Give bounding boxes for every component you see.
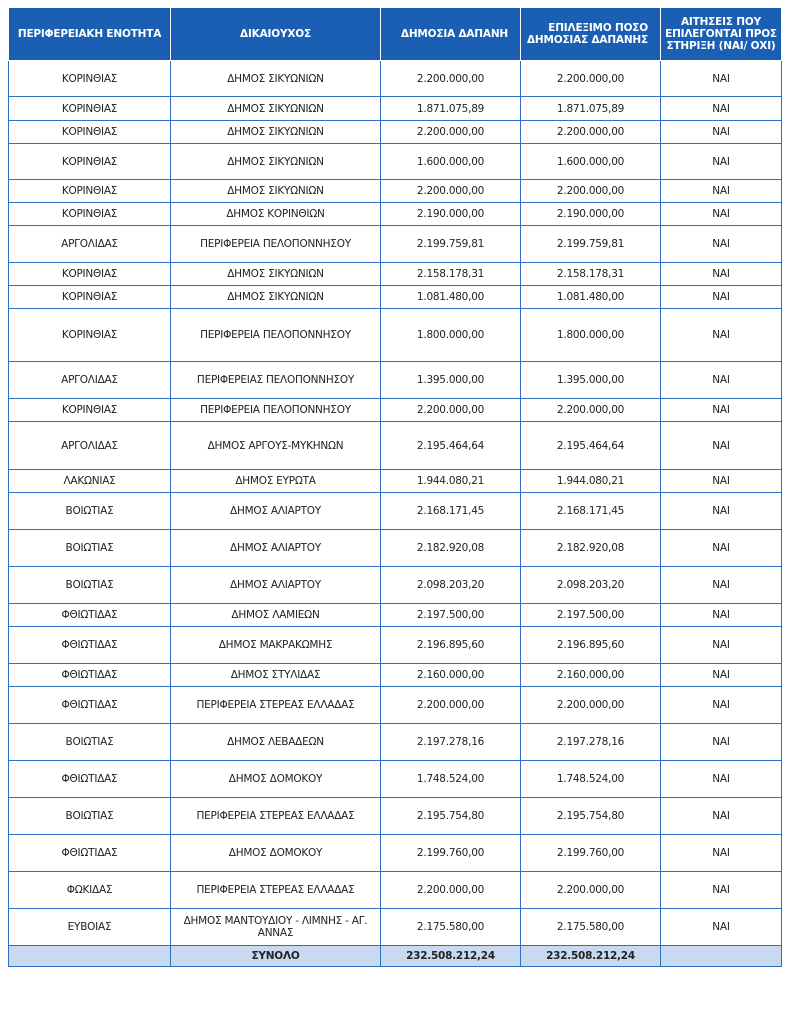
public-expense-cell: 1.871.075,89 <box>381 97 521 121</box>
region-cell: ΒΟΙΩΤΙΑΣ <box>9 493 171 530</box>
beneficiary-cell: ΔΗΜΟΣ ΣΙΚΥΩΝΙΩΝ <box>171 286 381 309</box>
region-cell: ΚΟΡΙΝΘΙΑΣ <box>9 61 171 97</box>
eligible-amount-cell: 2.098.203,20 <box>521 567 661 604</box>
selected-cell: ΝΑΙ <box>661 567 782 604</box>
eligible-amount-cell: 2.158.178,31 <box>521 263 661 286</box>
region-cell: ΑΡΓΟΛΙΔΑΣ <box>9 362 171 399</box>
region-cell: ΦΩΚΙΔΑΣ <box>9 872 171 909</box>
region-cell: ΦΘΙΩΤΙΔΑΣ <box>9 835 171 872</box>
public-expense-cell: 2.175.580,00 <box>381 909 521 946</box>
region-cell: ΒΟΙΩΤΙΑΣ <box>9 530 171 567</box>
eligible-amount-cell: 2.195.754,80 <box>521 798 661 835</box>
eligible-amount-cell: 1.081.480,00 <box>521 286 661 309</box>
public-expense-cell: 2.197.500,00 <box>381 604 521 627</box>
eligible-amount-cell: 2.160.000,00 <box>521 664 661 687</box>
region-cell: ΚΟΡΙΝΘΙΑΣ <box>9 399 171 422</box>
region-cell: ΚΟΡΙΝΘΙΑΣ <box>9 263 171 286</box>
total-eligible: 232.508.212,24 <box>521 946 661 967</box>
selected-cell: ΝΑΙ <box>661 399 782 422</box>
table-row <box>9 627 782 664</box>
document-page <box>8 8 781 967</box>
table-row <box>9 422 782 470</box>
public-expense-cell: 1.081.480,00 <box>381 286 521 309</box>
selected-cell: ΝΑΙ <box>661 530 782 567</box>
public-expense-cell: 2.190.000,00 <box>381 203 521 226</box>
selected-cell: ΝΑΙ <box>661 226 782 263</box>
eligible-amount-cell: 2.200.000,00 <box>521 61 661 97</box>
header-public-expense: ΔΗΜΟΣΙΑ ΔΑΠΑΝΗ <box>381 8 521 61</box>
selected-cell: ΝΑΙ <box>661 203 782 226</box>
beneficiary-cell: ΔΗΜΟΣ ΔΟΜΟΚΟΥ <box>171 835 381 872</box>
region-cell: ΚΟΡΙΝΘΙΑΣ <box>9 286 171 309</box>
eligible-amount-cell: 2.200.000,00 <box>521 687 661 724</box>
beneficiary-cell: ΔΗΜΟΣ ΑΛΙΑΡΤΟΥ <box>171 567 381 604</box>
beneficiary-cell: ΔΗΜΟΣ ΑΡΓΟΥΣ-ΜΥΚΗΝΩΝ <box>171 422 381 470</box>
eligible-amount-cell: 1.871.075,89 <box>521 97 661 121</box>
eligible-amount-cell: 1.395.000,00 <box>521 362 661 399</box>
eligible-amount-cell: 1.944.080,21 <box>521 470 661 493</box>
beneficiary-cell: ΔΗΜΟΣ ΣΙΚΥΩΝΙΩΝ <box>171 61 381 97</box>
selected-cell: ΝΑΙ <box>661 604 782 627</box>
header-region: ΠΕΡΙΦΕΡΕΙΑΚΗ ΕΝΟΤΗΤΑ <box>9 8 171 61</box>
public-expense-cell: 2.195.464,64 <box>381 422 521 470</box>
total-empty-cell <box>9 946 171 967</box>
beneficiary-cell: ΔΗΜΟΣ ΣΙΚΥΩΝΙΩΝ <box>171 180 381 203</box>
public-expense-cell: 2.200.000,00 <box>381 61 521 97</box>
table-row <box>9 144 782 180</box>
public-expense-cell: 1.600.000,00 <box>381 144 521 180</box>
region-cell: ΒΟΙΩΤΙΑΣ <box>9 724 171 761</box>
selected-cell: ΝΑΙ <box>661 97 782 121</box>
selected-cell: ΝΑΙ <box>661 180 782 203</box>
beneficiary-cell: ΠΕΡΙΦΕΡΕΙΑ ΠΕΛΟΠΟΝΝΗΣΟΥ <box>171 399 381 422</box>
region-cell: ΦΘΙΩΤΙΔΑΣ <box>9 664 171 687</box>
public-expense-cell: 2.196.895,60 <box>381 627 521 664</box>
region-cell: ΚΟΡΙΝΘΙΑΣ <box>9 97 171 121</box>
selected-cell: ΝΑΙ <box>661 909 782 946</box>
table-row <box>9 97 782 121</box>
public-expense-cell: 1.748.524,00 <box>381 761 521 798</box>
table-row <box>9 530 782 567</box>
beneficiary-cell: ΠΕΡΙΦΕΡΕΙΑ ΣΤΕΡΕΑΣ ΕΛΛΑΔΑΣ <box>171 687 381 724</box>
eligible-amount-cell: 2.168.171,45 <box>521 493 661 530</box>
selected-cell: ΝΑΙ <box>661 761 782 798</box>
selected-cell: ΝΑΙ <box>661 362 782 399</box>
beneficiary-cell: ΔΗΜΟΣ ΚΟΡΙΝΘΙΩΝ <box>171 203 381 226</box>
public-expense-cell: 2.199.760,00 <box>381 835 521 872</box>
public-expense-cell: 2.200.000,00 <box>381 180 521 203</box>
public-expense-cell: 1.800.000,00 <box>381 309 521 362</box>
region-cell: ΚΟΡΙΝΘΙΑΣ <box>9 144 171 180</box>
eligible-amount-cell: 2.200.000,00 <box>521 872 661 909</box>
table-row <box>9 604 782 627</box>
public-expense-cell: 2.195.754,80 <box>381 798 521 835</box>
region-cell: ΦΘΙΩΤΙΔΑΣ <box>9 627 171 664</box>
selected-cell: ΝΑΙ <box>661 493 782 530</box>
beneficiary-cell: ΔΗΜΟΣ ΛΑΜΙΕΩΝ <box>171 604 381 627</box>
public-expense-cell: 2.182.920,08 <box>381 530 521 567</box>
header-beneficiary: ΔΙΚΑΙΟΥΧΟΣ <box>171 8 381 61</box>
table-row <box>9 203 782 226</box>
region-cell: ΑΡΓΟΛΙΔΑΣ <box>9 422 171 470</box>
beneficiary-cell: ΔΗΜΟΣ ΑΛΙΑΡΤΟΥ <box>171 493 381 530</box>
table-row <box>9 263 782 286</box>
region-cell: ΑΡΓΟΛΙΔΑΣ <box>9 226 171 263</box>
eligible-amount-cell: 2.200.000,00 <box>521 180 661 203</box>
public-expense-cell: 2.200.000,00 <box>381 872 521 909</box>
table-row <box>9 180 782 203</box>
selected-cell: ΝΑΙ <box>661 664 782 687</box>
beneficiary-cell: ΔΗΜΟΣ ΣΙΚΥΩΝΙΩΝ <box>171 144 381 180</box>
beneficiary-cell: ΔΗΜΟΣ ΜΑΚΡΑΚΩΜΗΣ <box>171 627 381 664</box>
beneficiary-cell: ΠΕΡΙΦΕΡΕΙΑ ΣΤΕΡΕΑΣ ΕΛΛΑΔΑΣ <box>171 872 381 909</box>
selected-cell: ΝΑΙ <box>661 724 782 761</box>
region-cell: ΒΟΙΩΤΙΑΣ <box>9 567 171 604</box>
beneficiary-cell: ΔΗΜΟΣ ΛΕΒΑΔΕΩΝ <box>171 724 381 761</box>
selected-cell: ΝΑΙ <box>661 422 782 470</box>
table-row <box>9 309 782 362</box>
eligible-amount-cell: 2.200.000,00 <box>521 399 661 422</box>
table-row <box>9 121 782 144</box>
eligible-amount-cell: 2.199.759,81 <box>521 226 661 263</box>
public-expense-cell: 1.395.000,00 <box>381 362 521 399</box>
selected-cell: ΝΑΙ <box>661 61 782 97</box>
table-row <box>9 226 782 263</box>
beneficiary-cell: ΠΕΡΙΦΕΡΕΙΑ ΠΕΛΟΠΟΝΝΗΣΟΥ <box>171 309 381 362</box>
public-expense-cell: 2.200.000,00 <box>381 399 521 422</box>
table-row <box>9 286 782 309</box>
selected-cell: ΝΑΙ <box>661 121 782 144</box>
eligible-amount-cell: 2.190.000,00 <box>521 203 661 226</box>
total-public: 232.508.212,24 <box>381 946 521 967</box>
public-expense-cell: 2.197.278,16 <box>381 724 521 761</box>
table-header <box>9 8 782 61</box>
eligible-amount-cell: 1.800.000,00 <box>521 309 661 362</box>
public-expense-cell: 2.199.759,81 <box>381 226 521 263</box>
beneficiary-cell: ΔΗΜΟΣ ΣΙΚΥΩΝΙΩΝ <box>171 263 381 286</box>
table-row <box>9 399 782 422</box>
region-cell: ΦΘΙΩΤΙΔΑΣ <box>9 687 171 724</box>
beneficiary-cell: ΔΗΜΟΣ ΔΟΜΟΚΟΥ <box>171 761 381 798</box>
selected-cell: ΝΑΙ <box>661 798 782 835</box>
beneficiary-cell: ΔΗΜΟΣ ΣΙΚΥΩΝΙΩΝ <box>171 121 381 144</box>
selected-cell: ΝΑΙ <box>661 144 782 180</box>
public-expense-cell: 1.944.080,21 <box>381 470 521 493</box>
beneficiary-cell: ΔΗΜΟΣ ΜΑΝΤΟΥΔΙΟΥ - ΛΙΜΝΗΣ - ΑΓ. ΑΝΝΑΣ <box>171 909 381 946</box>
region-cell: ΕΥΒΟΙΑΣ <box>9 909 171 946</box>
beneficiary-cell: ΔΗΜΟΣ ΑΛΙΑΡΤΟΥ <box>171 530 381 567</box>
funding-table <box>8 8 782 967</box>
region-cell: ΚΟΡΙΝΘΙΑΣ <box>9 180 171 203</box>
beneficiary-cell: ΔΗΜΟΣ ΣΤΥΛΙΔΑΣ <box>171 664 381 687</box>
table-row <box>9 872 782 909</box>
beneficiary-cell: ΔΗΜΟΣ ΣΙΚΥΩΝΙΩΝ <box>171 97 381 121</box>
beneficiary-cell: ΔΗΜΟΣ ΕΥΡΩΤΑ <box>171 470 381 493</box>
eligible-amount-cell: 2.196.895,60 <box>521 627 661 664</box>
eligible-amount-cell: 1.600.000,00 <box>521 144 661 180</box>
public-expense-cell: 2.168.171,45 <box>381 493 521 530</box>
table-row <box>9 567 782 604</box>
region-cell: ΦΘΙΩΤΙΔΑΣ <box>9 761 171 798</box>
eligible-amount-cell: 2.197.500,00 <box>521 604 661 627</box>
public-expense-cell: 2.200.000,00 <box>381 687 521 724</box>
public-expense-cell: 2.098.203,20 <box>381 567 521 604</box>
eligible-amount-cell: 2.197.278,16 <box>521 724 661 761</box>
table-row <box>9 798 782 835</box>
eligible-amount-cell: 2.199.760,00 <box>521 835 661 872</box>
selected-cell: ΝΑΙ <box>661 309 782 362</box>
beneficiary-cell: ΠΕΡΙΦΕΡΕΙΑ ΠΕΛΟΠΟΝΝΗΣΟΥ <box>171 226 381 263</box>
beneficiary-cell: ΠΕΡΙΦΕΡΕΙΑΣ ΠΕΛΟΠΟΝΝΗΣΟΥ <box>171 362 381 399</box>
eligible-amount-cell: 2.175.580,00 <box>521 909 661 946</box>
total-selected <box>661 946 782 967</box>
total-label: ΣΥΝΟΛΟ <box>171 946 381 967</box>
table-row <box>9 664 782 687</box>
selected-cell: ΝΑΙ <box>661 263 782 286</box>
total-row <box>9 946 782 967</box>
region-cell: ΚΟΡΙΝΘΙΑΣ <box>9 309 171 362</box>
public-expense-cell: 2.160.000,00 <box>381 664 521 687</box>
table-row <box>9 61 782 97</box>
region-cell: ΦΘΙΩΤΙΔΑΣ <box>9 604 171 627</box>
selected-cell: ΝΑΙ <box>661 687 782 724</box>
eligible-amount-cell: 2.195.464,64 <box>521 422 661 470</box>
selected-cell: ΝΑΙ <box>661 872 782 909</box>
selected-cell: ΝΑΙ <box>661 627 782 664</box>
table-row <box>9 493 782 530</box>
table-row <box>9 687 782 724</box>
beneficiary-cell: ΠΕΡΙΦΕΡΕΙΑ ΣΤΕΡΕΑΣ ΕΛΛΑΔΑΣ <box>171 798 381 835</box>
table-body <box>9 61 782 967</box>
region-cell: ΛΑΚΩΝΙΑΣ <box>9 470 171 493</box>
table-row <box>9 362 782 399</box>
region-cell: ΚΟΡΙΝΘΙΑΣ <box>9 121 171 144</box>
selected-cell: ΝΑΙ <box>661 286 782 309</box>
header-eligible-amount: ΕΠΙΛΕΞΙΜΟ ΠΟΣΟ ΔΗΜΟΣΙΑΣ ΔΑΠΑΝΗΣ <box>521 8 661 61</box>
selected-cell: ΝΑΙ <box>661 470 782 493</box>
eligible-amount-cell: 1.748.524,00 <box>521 761 661 798</box>
selected-cell: ΝΑΙ <box>661 835 782 872</box>
eligible-amount-cell: 2.182.920,08 <box>521 530 661 567</box>
region-cell: ΚΟΡΙΝΘΙΑΣ <box>9 203 171 226</box>
table-row <box>9 835 782 872</box>
table-row <box>9 470 782 493</box>
table-row <box>9 724 782 761</box>
public-expense-cell: 2.158.178,31 <box>381 263 521 286</box>
eligible-amount-cell: 2.200.000,00 <box>521 121 661 144</box>
table-row <box>9 909 782 946</box>
table-row <box>9 761 782 798</box>
header-selected: ΑΙΤΗΣΕΙΣ ΠΟΥ ΕΠΙΛΕΓΟΝΤΑΙ ΠΡΟΣ ΣΤΗΡΙΞΗ (ΝΑΙ/ ΟΧΙ) <box>661 8 782 61</box>
region-cell: ΒΟΙΩΤΙΑΣ <box>9 798 171 835</box>
public-expense-cell: 2.200.000,00 <box>381 121 521 144</box>
